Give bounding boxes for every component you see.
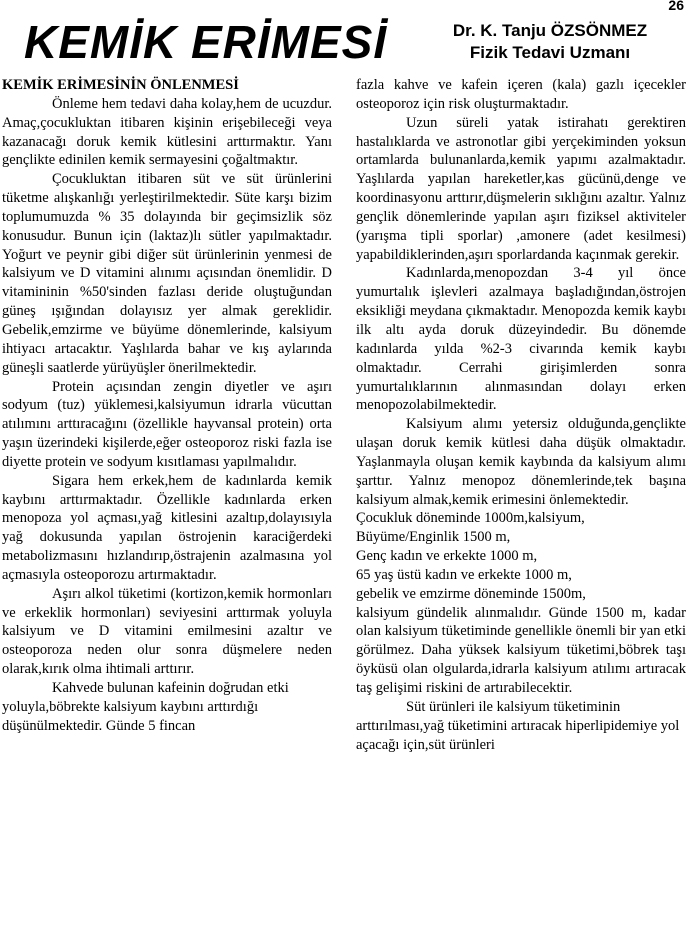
section-heading: KEMİK ERİMESİNİN ÖNLENMESİ [2, 77, 239, 93]
author-name: Dr. K. Tanju ÖZSÖNMEZ [452, 21, 648, 40]
paragraph-bed-rest: Uzun süreli yatak istirahatı gerektiren hastalıklarda ve astronotlar gibi yerçekiminden yoksun ortamlarda bulunanlarda,kemik yapımı azalmaktadır. Yaşlılarda yapılan hareketler,kas gücünü,denge ve koordinasyonu arttırır,düşmelerin sıklığını azaltır. Yalnız gençlik dönemlerinde yapılan aşırı fiziksel aktiviteler (yarışma tipli sporlar) ,amonere (adet kesilmesi) yapabildiklerinden,aşırı sporlardanda kaçınmak gerekir. [356, 114, 686, 263]
right-column [356, 76, 686, 951]
paragraph-dairy-fat: Süt ürünleri ile kalsiyum tüketiminin arttırılması,yağ tüketimini artıracak hiperlipidemiye yol açacağı için,süt ürünleri [356, 698, 680, 753]
paragraph-dairy: Çocukluktan itibaren süt ve süt ürünlerini tüketme alışkanlığı yerleştirilmektedir. Süte karşı bizim toplumumuzda % 35 dolayında bir geçimsizlik söz konusudur. Bunun için (laktaz)lı sütler yapılmaktadır. Yoğurt ve peynir gibi diğer süt ürünlerinin yenmesi de kalsiyum ve D vitamini alınımı açısından önemlidir. D vitamininin %50'sinden fazlası deride oluştuğundan güneş ışığından dolayısız yer almak gereklidir. Gebelik,emzirme ve büyüme dönemlerinde, kalsiyum ihtiyacı artacaktır. Yaşlılarda bahar ve kış aylarında güneşli saatlerde yürüyüşler önerilmektedir. [2, 171, 332, 376]
calcium-line-childhood: Çocukluk döneminde 1000m,kalsiyum, [356, 510, 585, 527]
article-title: KEMİK ERİMESİ [24, 16, 388, 68]
page-number: 26 [668, 0, 684, 13]
paragraph-caffeine: Kahvede bulunan kafeinin doğrudan etki yoluyla,böbrekte kalsiyum kaybını arttırdığı düşünülmektedir. Günde 5 fincan [2, 680, 289, 734]
paragraph-protein-sodium: Protein açısından zengin diyetler ve aşırı sodyum (tuz) yüklemesi,kalsiyumun idrarla vücuttan atılımını arttıracağını (özellikle hayvansal protein) orta yaşın üzerindeki kişilerde,eğer osteoporoz riski fazla ise diyette protein ve sodyum kısıtlaması yapılmalıdır. [2, 378, 332, 470]
paragraph-caffeine-continued: fazla kahve ve kafein içeren (kala) gazlı içecekler osteoporoz için risk oluşturmaktadır. [356, 77, 686, 112]
author-block [430, 20, 670, 64]
paragraph-prevention: Önleme hem tedavi daha kolay,hem de ucuzdur. Amaç,çocukluktan itibaren kişinin erişebileceği veya kazanacağı doruk kemik kütlesini arttırmaktır. Yanı gençlikte edinilen kemik sermayesini çoğaltmaktır. [2, 95, 332, 169]
calcium-line-pregnancy: gebelik ve emzirme döneminde 1500m, [356, 585, 586, 602]
paragraph-smoking: Sigara hem erkek,hem de kadınlarda kemik kaybını arttırmaktadır. Özellikle kadınlarda erken menopoza yol açması,yağ kitlesini azaltıp,dolayısıyla yağ dokusunda yapılan östrojenin karaciğerdeki metabolizmasını hızlandırıp,östrajenin azalmasına yol açmasıyla osteoporozu artırmaktadır. [2, 472, 332, 583]
calcium-line-growth: Büyüme/Enginlik 1500 m, [356, 529, 511, 546]
author-role: Fizik Tedavi Uzmanı [469, 43, 631, 62]
paragraph-daily-calcium: kalsiyum gündelik alınmalıdır. Günde 1500 m, kadar olan kalsiyum tüketiminde genellikle önemli bir yan etki görülmez. Daha yüksek kalsiyum tüketimi,böbrek taşı öyküsü olan olgularda,idrarla kalsiyum atılımı artıracak taş gelişimi riskini de artırabilecektir. [356, 604, 686, 696]
paragraph-menopause: Kadınlarda,menopozdan 3-4 yıl önce yumurtalık işlevleri azalmaya başladığından,östrojen eksikliği meydana çıkmaktadır. Menopozda kemik kaybı ilk altı ayda doruk düzeyindedir. Bu dönemde kadınlarda yılda %2-3 civarında kemik kaybı olmaktadır. Cerrahi girişimlerden sonra yumurtalıklarının alınmasından dolayı erken menopozolabilmektedir. [356, 265, 686, 414]
calcium-line-young-adult: Genç kadın ve erkekte 1000 m, [356, 548, 538, 565]
calcium-line-over-65: 65 yaş üstü kadın ve erkekte 1000 m, [356, 566, 572, 583]
paragraph-alcohol: Aşırı alkol tüketimi (kortizon,kemik hormonları ve erkeklik hormonları) seviyesini arttırmak yoluyla kalsiyum ve D vitamini emilmesini azaltır ve osteoporoza neden olur sonra düşmelere neden olarak,kırık olma ihtimali arttırır. [2, 585, 332, 678]
paragraph-calcium-intake: Kalsiyum alımı yetersiz olduğunda,gençlikte ulaşan doruk kemik kütlesi daha düşük olmaktadır. Yaşlanmayla oluşan kemik kaybında da kalsiyum alımı şarttır. Yalnız menopoz dönemlerinde,tek başına kalsiyum almak,kemik erimesini önlemektedir. [356, 416, 686, 508]
left-column [2, 76, 332, 951]
